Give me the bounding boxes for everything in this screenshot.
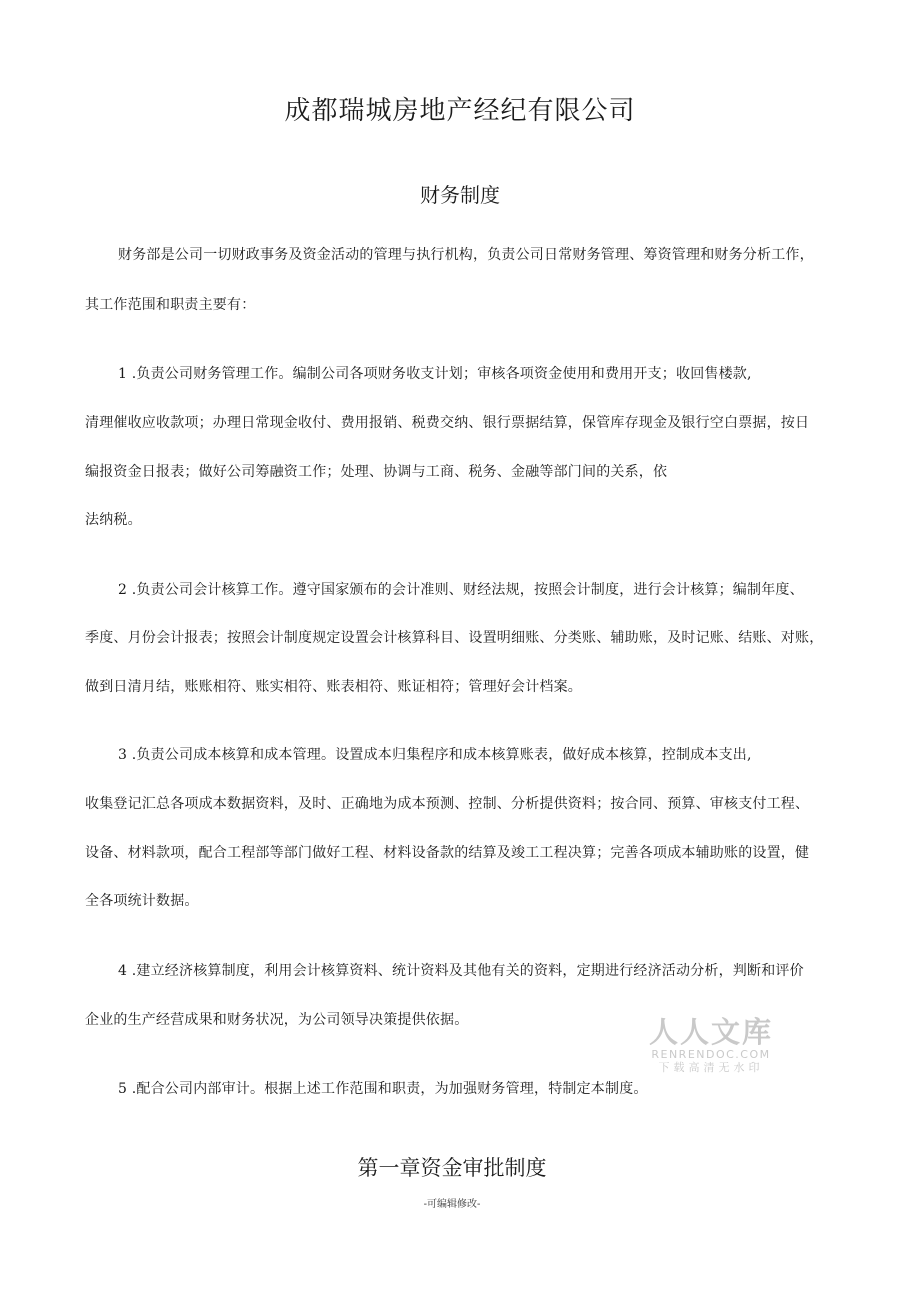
company-title: 成都瑞城房地产经纪有限公司 (284, 96, 636, 126)
watermark-brand: 人人文库 (648, 1015, 773, 1049)
intro-line: 其工作范围和职责主要有： (85, 297, 256, 313)
item-4-line: 企业的生产经营成果和财务状况，为公司领导决策提供依据。 (85, 1012, 469, 1028)
item-3-line: 全各项统计数据。 (85, 893, 199, 909)
chapter-title: 第一章资金审批制度 (357, 1156, 547, 1180)
item-3-line: 收集登记汇总各项成本数据资料，及时、正确地为成本预测、控制、分析提供资料；按合同、预算、审核支付工程、 (85, 796, 810, 812)
item-1-line: 清理催收应收款项；办理日常现金收付、费用报销、税费交纳、银行票据结算，保管库存现金及银行空白票据，按日 (85, 415, 810, 431)
item-2-line: 季度、月份会计报表；按照会计制度规定设置会计核算科目、设置明细账、分类账、辅助账，及时记账、结账、对账， (85, 630, 824, 646)
page-footer: -可编辑修改- (423, 1199, 481, 1210)
item-4-line: 4 .建立经济核算制度，利用会计核算资料、统计资料及其他有关的资料，定期进行经济活动分析，判断和评价 (118, 963, 804, 979)
watermark (646, 1016, 776, 1074)
item-2-line: 2 .负责公司会计核算工作。遵守国家颁布的会计准则、财经法规，按照会计制度，进行会计核算；编制年度、 (118, 582, 804, 598)
item-1-line: 法纳税。 (85, 512, 142, 528)
item-5-line: 5 .配合公司内部审计。根据上述工作范围和职责，为加强财务管理，特制定本制度。 (118, 1081, 648, 1097)
watermark-tagline: 下载高清无水印 (658, 1061, 764, 1074)
document-subtitle: 财务制度 (420, 183, 500, 207)
item-1-line: 1 .负责公司财务管理工作。编制公司各项财务收支计划；审核各项资金使用和费用开支；收回售楼款, (118, 366, 752, 382)
item-1-line: 编报资金日报表；做好公司筹融资工作；处理、协调与工商、税务、金融等部门间的关系，依 (85, 464, 668, 480)
item-2-line: 做到日清月结，账账相符、账实相符、账表相符、账证相符；管理好会计档案。 (85, 679, 582, 695)
watermark-url: RENRENDOC.COM (651, 1048, 771, 1061)
intro-line: 财务部是公司一切财政事务及资金活动的管理与执行机构，负责公司日常财务管理、筹资管理和财务分析工作， (118, 247, 814, 263)
item-3-line: 设备、材料款项，配合工程部等部门做好工程、材料设备款的结算及竣工工程决算；完善各项成本辅助账的设置，健 (85, 845, 810, 861)
item-3-line: 3 .负责公司成本核算和成本管理。设置成本归集程序和成本核算账表，做好成本核算，控制成本支出, (118, 747, 752, 763)
